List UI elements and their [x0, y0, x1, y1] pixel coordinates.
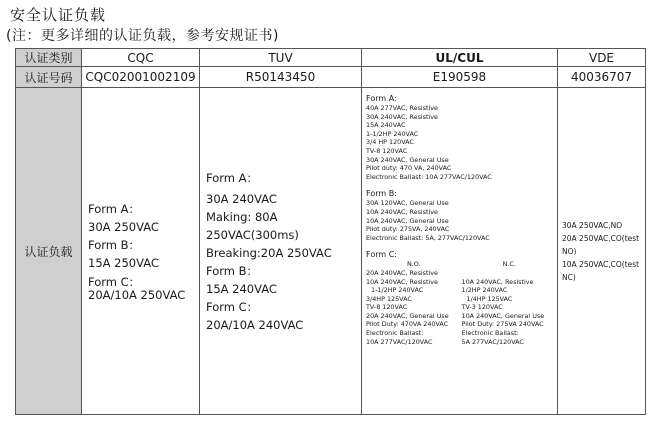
ul-form-c-no: N.O. — [406, 260, 421, 269]
col-cqc: CQC — [82, 49, 200, 67]
col-ul: UL/CUL — [362, 49, 558, 67]
number-ul: E190598 — [362, 67, 558, 88]
vde-line: 30A 250VAC,NO — [562, 220, 623, 230]
ul-form-c-left-line: 10A 277VAC/120VAC — [366, 337, 433, 346]
number-vde: 40036707 — [558, 67, 646, 88]
load-row — [16, 88, 646, 415]
number-label: 认证号码 — [16, 67, 82, 88]
ul-form-c-left-line: 10A 240VAC, Resistive — [366, 277, 438, 286]
cqc-line: Form C： — [88, 275, 141, 289]
ul-form-a-line: 30A 240VAC, General Use — [366, 155, 449, 164]
ul-form-c-right-line — [462, 269, 558, 278]
ul-form-c-left-line: Pilot Duty: 470VA 240VAC — [366, 320, 449, 329]
ul-form-a-line: TV-8 120VAC — [366, 146, 408, 155]
number-cqc: CQC02001002109 — [82, 67, 200, 88]
ul-form-c-head: Form C: — [366, 250, 397, 260]
ul-form-b-line: Electronic Ballast: 5A, 277VAC/120VAC — [366, 233, 490, 242]
load-label: 认证负载 — [16, 88, 82, 415]
tuv-line: Form C： — [206, 299, 259, 314]
number-tuv: R50143450 — [200, 67, 362, 88]
ul-form-c-right-line: Electronic Ballast: — [461, 329, 519, 338]
ul-form-a-line: 40A 277VAC, Resistive — [366, 104, 438, 112]
ul-form-c-right — [462, 269, 558, 346]
ul-form-b-line: Pilot duty: 275VA, 240VAC — [366, 225, 450, 234]
tuv-line: 15A 240VAC — [206, 281, 277, 296]
ul-form-c-right-line: Pilot Duty: 275VA 240VAC — [461, 320, 544, 329]
cqc-line: Form B： — [88, 238, 141, 252]
ul-form-c-right-line: 1/4HP 125VAC — [466, 294, 513, 303]
ul-form-b-line: 10A 240VAC, Resistive — [366, 207, 438, 216]
ul-form-a-line: 3/4 HP 120VAC — [366, 138, 414, 147]
ul-form-c-right-line: 10A 240VAC, Resistive — [461, 277, 534, 286]
col-tuv: TUV — [200, 49, 362, 67]
cqc-line: 30A 250VAC — [88, 220, 159, 234]
vde-line: 20A 250VAC,CO(test NO) — [562, 233, 640, 256]
tuv-line: Form B： — [206, 263, 259, 278]
ul-form-c-left-line: TV-8 120VAC — [366, 303, 408, 312]
tuv-line: 20A/10A 240VAC — [206, 317, 304, 332]
cqc-line: 15A 250VAC — [88, 256, 159, 270]
ul-form-c-right-line: 5A 277VAC/120VAC — [461, 337, 524, 346]
ul-form-c-left-line: 1-1/2HP 240VAC — [371, 286, 424, 295]
ul-form-c-right-line: 1/2HP 240VAC — [461, 286, 508, 295]
tuv-line: Breaking:20A 250VAC — [206, 245, 332, 260]
tuv-line: 30A 240VAC — [206, 191, 277, 206]
ul-form-c-left-line: 3/4HP 125VAC — [366, 294, 412, 303]
vde-line: 10A 250VAC,CO(test NC) — [562, 259, 640, 282]
header-row — [16, 49, 646, 67]
page-note: (注：更多详细的认证负载，参考安规证书) — [6, 28, 279, 44]
cqc-line: 20A/10A 250VAC — [88, 288, 186, 302]
ul-form-c-left-line: 20A 240VAC, General Use — [366, 311, 449, 320]
ul-form-c-nc: N.C. — [502, 260, 516, 269]
number-row — [16, 67, 646, 88]
ul-form-c-left-line: Electronic Ballast: — [366, 329, 424, 338]
ul-form-c-left-line: 20A 240VAC, Resistive — [366, 268, 438, 277]
ul-form-a-line: 30A 240VAC, Resistive — [366, 112, 438, 121]
ul-form-a-line: Electronic Ballast: 10A 277VAC/120VAC — [366, 172, 492, 181]
ul-form-a-head: Form A: — [366, 94, 397, 103]
load-cqc — [82, 88, 200, 415]
header-label: 认证类别 — [16, 49, 82, 67]
ul-form-a-line: 15A 240VAC — [366, 121, 406, 130]
load-tuv — [200, 88, 362, 415]
ul-form-b-line: 30A 120VAC, General Use — [366, 199, 449, 208]
load-vde — [558, 88, 646, 415]
load-ul — [362, 88, 558, 415]
tuv-line: Making: 80A 250VAC(300ms) — [206, 209, 299, 242]
ul-form-c-right-line: 10A 240VAC, General Use — [461, 311, 545, 320]
page-title: 安全认证负载 — [10, 6, 107, 24]
ul-form-c-left — [366, 269, 462, 346]
ul-form-c-right-line: TV-3 120VAC — [461, 303, 503, 312]
cqc-line: Form A： — [88, 202, 140, 216]
col-vde: VDE — [558, 49, 646, 67]
ul-form-a-line: 1-1/2HP 240VAC — [366, 129, 419, 138]
ul-form-b-line: 10A 240VAC, General Use — [366, 216, 449, 225]
ul-form-b-head: Form B: — [366, 189, 397, 199]
certification-table — [15, 48, 646, 415]
ul-form-a-line: Pilot duty: 470 VA, 240VAC — [366, 164, 452, 173]
tuv-line: Form A： — [206, 170, 258, 185]
